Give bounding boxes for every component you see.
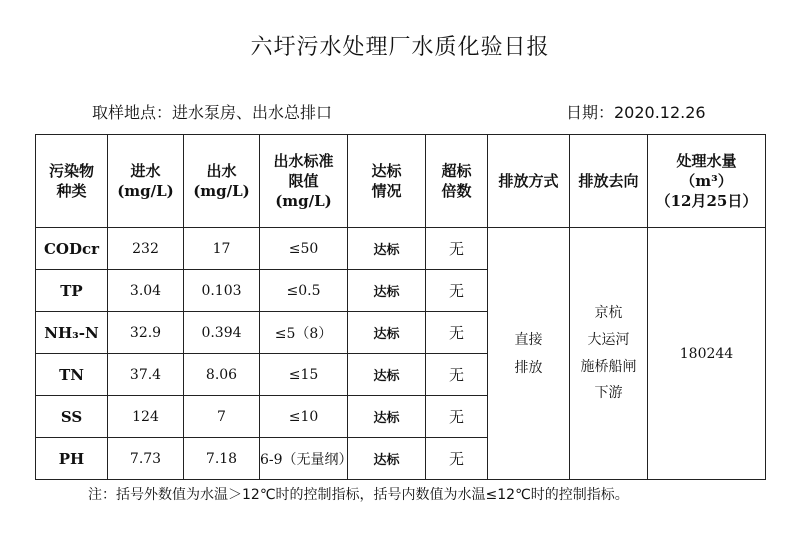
cell-status: 达标	[348, 228, 426, 270]
header-row	[36, 135, 766, 228]
water-quality-table	[35, 134, 766, 480]
cell-status: 达标	[348, 354, 426, 396]
header-pollutant: 污染物 种类	[36, 135, 108, 228]
cell-inflow: 232	[108, 228, 184, 270]
cell-outflow: 8.06	[184, 354, 260, 396]
header-status: 达标 情况	[348, 135, 426, 228]
footnote: 注：括号外数值为水温＞12℃时的控制指标，括号内数值为水温≤12℃时的控制指标。	[88, 487, 629, 503]
treated-volume: 180244	[648, 228, 766, 480]
report-title: 六圩污水处理厂水质化验日报	[250, 35, 550, 60]
cell-outflow: 7	[184, 396, 260, 438]
cell-pollutant: TN	[36, 354, 108, 396]
cell-exceed: 无	[426, 228, 488, 270]
discharge-method: 直接 排放	[488, 228, 570, 480]
cell-pollutant: TP	[36, 270, 108, 312]
cell-limit: ≤15	[260, 354, 348, 396]
header-exceed: 超标 倍数	[426, 135, 488, 228]
cell-outflow: 7.18	[184, 438, 260, 480]
cell-exceed: 无	[426, 354, 488, 396]
cell-limit: ≤5（8）	[260, 312, 348, 354]
header-discharge-destination: 排放去向	[570, 135, 648, 228]
cell-exceed: 无	[426, 312, 488, 354]
cell-exceed: 无	[426, 270, 488, 312]
discharge-destination: 京杭 大运河 施桥船闸 下游	[570, 228, 648, 480]
header-outflow: 出水 (mg/L)	[184, 135, 260, 228]
header-inflow: 进水 (mg/L)	[108, 135, 184, 228]
cell-exceed: 无	[426, 396, 488, 438]
cell-pollutant: CODcr	[36, 228, 108, 270]
cell-pollutant: NH₃-N	[36, 312, 108, 354]
cell-inflow: 7.73	[108, 438, 184, 480]
header-limit: 出水标准 限值 (mg/L)	[260, 135, 348, 228]
cell-inflow: 37.4	[108, 354, 184, 396]
cell-status: 达标	[348, 312, 426, 354]
cell-inflow: 124	[108, 396, 184, 438]
cell-exceed: 无	[426, 438, 488, 480]
cell-outflow: 0.103	[184, 270, 260, 312]
cell-outflow: 0.394	[184, 312, 260, 354]
cell-limit: ≤10	[260, 396, 348, 438]
cell-outflow: 17	[184, 228, 260, 270]
sampling-location: 取样地点：进水泵房、出水总排口	[92, 103, 333, 122]
cell-limit: 6-9（无量纲）	[260, 438, 348, 480]
cell-status: 达标	[348, 396, 426, 438]
report-date: 日期：2020.12.26	[566, 103, 706, 122]
header-treated-volume: 处理水量 （m³） （12月25日）	[648, 135, 766, 228]
cell-limit: ≤0.5	[260, 270, 348, 312]
cell-pollutant: SS	[36, 396, 108, 438]
cell-status: 达标	[348, 438, 426, 480]
cell-inflow: 32.9	[108, 312, 184, 354]
cell-pollutant: PH	[36, 438, 108, 480]
table-row	[36, 228, 766, 270]
header-discharge-method: 排放方式	[488, 135, 570, 228]
cell-status: 达标	[348, 270, 426, 312]
cell-inflow: 3.04	[108, 270, 184, 312]
cell-limit: ≤50	[260, 228, 348, 270]
